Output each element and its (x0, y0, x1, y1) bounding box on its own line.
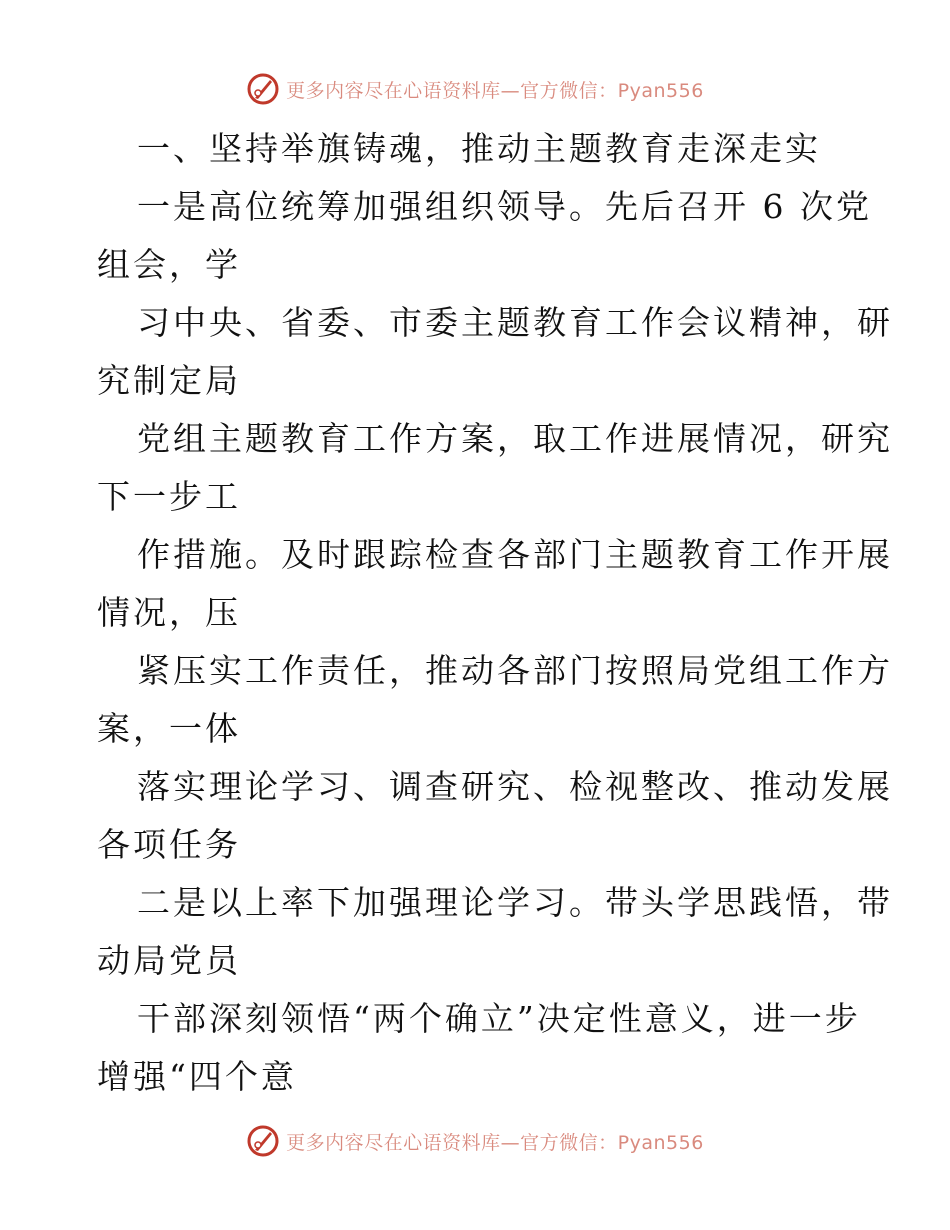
text-line: 干部深刻领悟“两个确立”决定性意义，进一步 (137, 999, 861, 1038)
text-line: 一、坚持举旗铸魂，推动主题教育走深走实 (137, 129, 821, 168)
text-line: 党组主题教育工作方案，取工作进展情况，研究 (137, 419, 893, 458)
text-line: 动局党员 (97, 941, 241, 980)
text-line: 下一步工 (97, 477, 241, 516)
text-line: 紧压实工作责任，推动各部门按照局党组工作方 (137, 651, 893, 690)
text-line: 组会，学 (97, 245, 241, 284)
text-line: 一是高位统筹加强组织领导。先后召开 6 次党 (137, 187, 872, 226)
quill-logo-icon (246, 72, 280, 106)
watermark-text: 更多内容尽在心语资料库—官方微信：Pyan556 (286, 1131, 704, 1154)
watermark-text: 更多内容尽在心语资料库—官方微信：Pyan556 (286, 79, 704, 102)
quill-logo-icon (246, 1124, 280, 1158)
text-line: 案，一体 (97, 709, 241, 748)
document-body (97, 120, 893, 1106)
header-watermark (0, 72, 950, 106)
footer-watermark (0, 1124, 950, 1158)
text-line: 究制定局 (97, 361, 241, 400)
text-line: 落实理论学习、调查研究、检视整改、推动发展 (137, 767, 893, 806)
text-line: 习中央、省委、市委主题教育工作会议精神，研 (137, 303, 893, 342)
text-line: 情况，压 (97, 593, 241, 632)
text-line: 各项任务 (97, 825, 241, 864)
text-line: 作措施。及时跟踪检查各部门主题教育工作开展 (137, 535, 893, 574)
text-line: 增强“四个意 (97, 1057, 297, 1096)
text-line: 二是以上率下加强理论学习。带头学思践悟，带 (137, 883, 893, 922)
